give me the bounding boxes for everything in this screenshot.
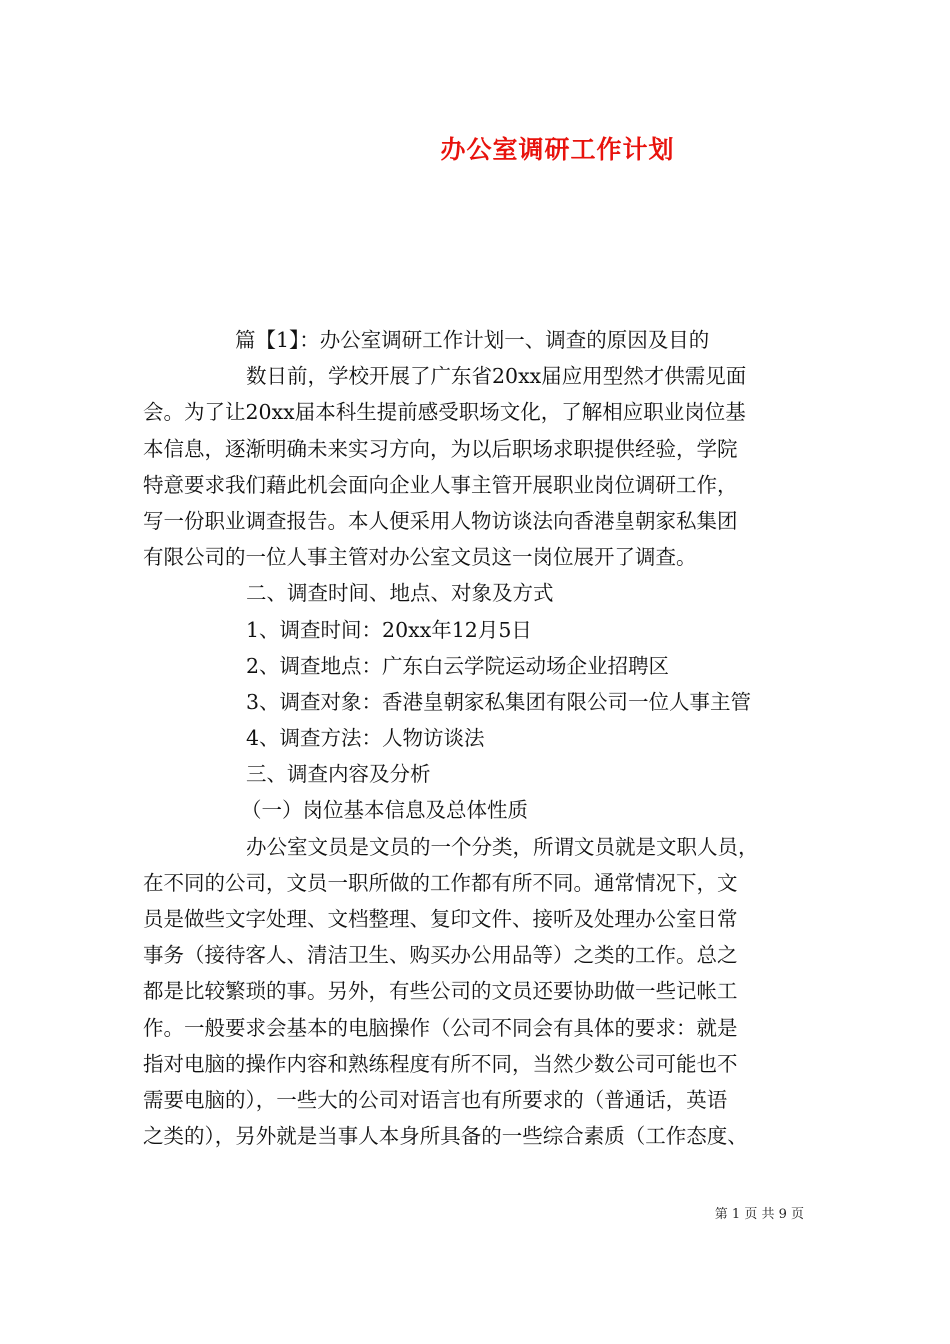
- subsection-heading-line: （一）岗位基本信息及总体性质: [241, 798, 528, 823]
- paragraph-line: 员是做些文字处理、文档整理、复印文件、接听及处理办公室日常: [143, 907, 738, 931]
- paragraph-line: 事务（接待客人、清洁卫生、购买办公用品等）之类的工作。总之: [143, 943, 738, 968]
- paragraph-line: 在不同的公司，文员一职所做的工作都有所不同。通常情况下，文: [143, 870, 738, 895]
- section-heading-line: 篇【1】：办公室调研工作计划一、调查的原因及目的: [235, 328, 710, 352]
- list-item: 2、调查地点：广东白云学院运动场企业招聘区: [246, 653, 670, 678]
- list-item: 4、调查方法：人物访谈法: [246, 726, 485, 751]
- list-item: 1、调查时间：20xx年12月5日: [246, 617, 532, 642]
- section-heading-line: 三、调查内容及分析: [246, 762, 431, 787]
- document-title: 办公室调研工作计划: [440, 135, 675, 164]
- paragraph-line: 会。为了让20xx届本科生提前感受职场文化，了解相应职业岗位基: [143, 400, 746, 425]
- list-item: 3、调查对象：香港皇朝家私集团有限公司一位人事主管: [246, 689, 752, 714]
- paragraph-line: 本信息，逐渐明确未来实习方向，为以后职场求职提供经验，学院: [143, 436, 738, 461]
- paragraph-line: 有限公司的一位人事主管对办公室文员这一岗位展开了调查。: [143, 545, 697, 570]
- document-body: [143, 322, 823, 1154]
- paragraph-line: 数日前，学校开展了广东省20xx届应用型然才供需见面: [246, 364, 747, 389]
- paragraph-line: 都是比较繁琐的事。另外，有些公司的文员还要协助做一些记帐工: [143, 979, 738, 1004]
- paragraph-line: 写一份职业调查报告。本人便采用人物访谈法向香港皇朝家私集团: [143, 508, 738, 533]
- paragraph-line: 作。一般要求会基本的电脑操作（公司不同会有具体的要求：就是: [143, 1015, 738, 1040]
- paragraph-line: 办公室文员是文员的一个分类，所谓文员就是文职人员，: [246, 834, 759, 859]
- paragraph-line: 之类的），另外就是当事人本身所具备的一些综合素质（工作态度、: [143, 1124, 748, 1149]
- paragraph-line: 特意要求我们藉此机会面向企业人事主管开展职业岗位调研工作，: [143, 472, 738, 497]
- page-number-footer: 第 1 页 共 9 页: [714, 1207, 804, 1222]
- section-heading-line: 二、调查时间、地点、对象及方式: [246, 581, 554, 606]
- paragraph-line: 指对电脑的操作内容和熟练程度有所不同，当然少数公司可能也不: [143, 1051, 738, 1076]
- paragraph-line: 需要电脑的），一些大的公司对语言也有所要求的（普通话，英语: [143, 1087, 728, 1112]
